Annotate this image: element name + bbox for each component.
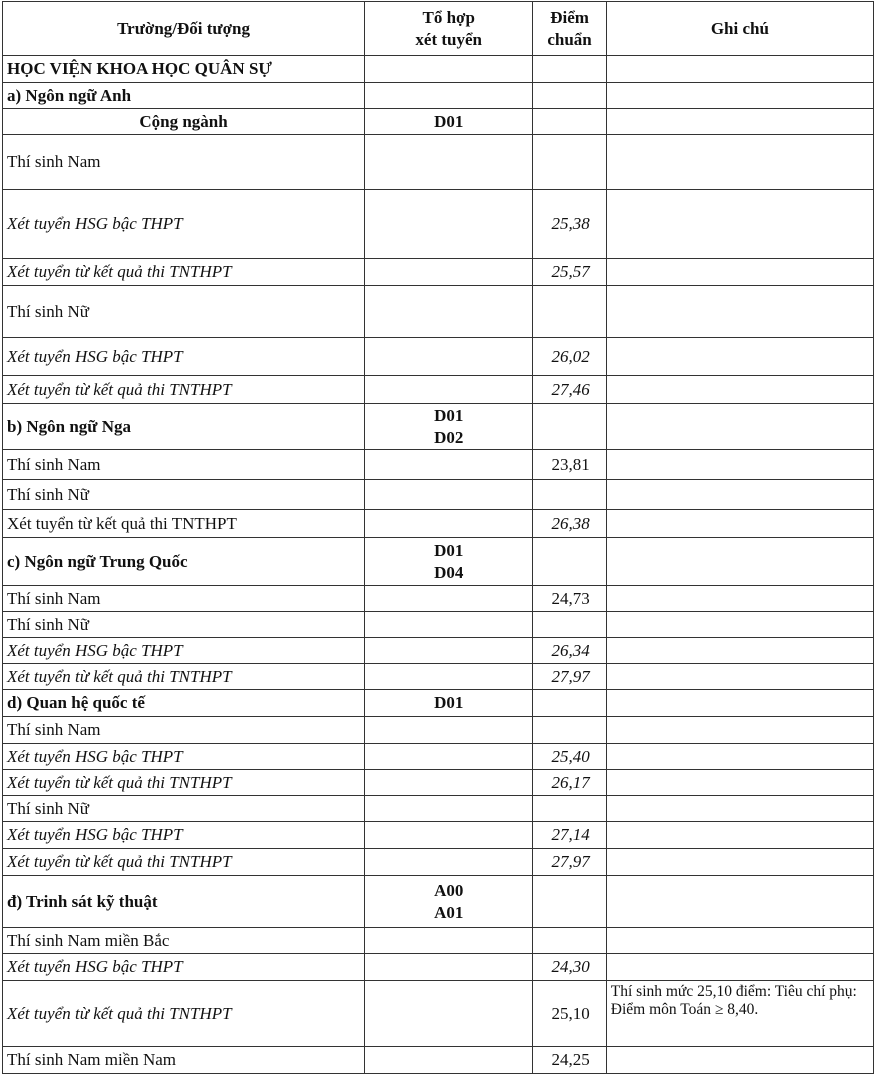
combo-code: D01 <box>365 690 533 717</box>
note-text: Thí sinh mức 25,10 điểm: Tiêu chí phụ: Điểm môn Toán ≥ 8,40. <box>606 981 873 1047</box>
table-row <box>3 586 874 612</box>
section-title-row <box>3 690 874 717</box>
table-row <box>3 338 874 376</box>
score-value: 25,57 <box>533 259 606 286</box>
group-label: Thí sinh Nữ <box>3 480 365 510</box>
table-row <box>3 664 874 690</box>
table-row <box>3 981 874 1047</box>
table-row <box>3 286 874 338</box>
score-value: 26,02 <box>533 338 606 376</box>
score-value: 25,40 <box>533 744 606 770</box>
score-value: 23,81 <box>533 450 606 480</box>
method-label: Xét tuyển từ kết quả thi TNTHPT <box>3 664 365 690</box>
score-value: 26,34 <box>533 638 606 664</box>
combo-code: A00 A01 <box>365 876 533 928</box>
score-value: 26,17 <box>533 770 606 796</box>
method-label: Xét tuyển HSG bậc THPT <box>3 338 365 376</box>
method-label: Xét tuyển từ kết quả thi TNTHPT <box>3 376 365 404</box>
score-value: 24,25 <box>533 1047 606 1074</box>
method-label: Xét tuyển HSG bậc THPT <box>3 822 365 849</box>
combo-code: D01 <box>365 109 533 135</box>
score-value: 27,46 <box>533 376 606 404</box>
group-label: Thí sinh Nữ <box>3 612 365 638</box>
table-row <box>3 480 874 510</box>
table-row <box>3 510 874 538</box>
group-label: Thí sinh Nam miền Nam <box>3 1047 365 1074</box>
method-label: Xét tuyển HSG bậc THPT <box>3 954 365 981</box>
method-label: Xét tuyển từ kết quả thi TNTHPT <box>3 259 365 286</box>
total-label: Cộng ngành <box>3 109 365 135</box>
table-row <box>3 450 874 480</box>
group-label: Thí sinh Nữ <box>3 796 365 822</box>
table-row <box>3 1047 874 1074</box>
section-b-title: b) Ngôn ngữ Nga <box>3 404 365 450</box>
section-c-title: c) Ngôn ngữ Trung Quốc <box>3 538 365 586</box>
table-row <box>3 849 874 876</box>
method-label: Xét tuyển từ kết quả thi TNTHPT <box>3 770 365 796</box>
table-row <box>3 190 874 259</box>
table-row <box>3 770 874 796</box>
table-row <box>3 109 874 135</box>
header-note: Ghi chú <box>606 2 873 56</box>
combo-code: D01 D02 <box>365 404 533 450</box>
score-value: 25,38 <box>533 190 606 259</box>
section-title-row <box>3 83 874 109</box>
header-combo: Tổ hợp xét tuyển <box>365 2 533 56</box>
section-e-title: đ) Trinh sát kỹ thuật <box>3 876 365 928</box>
method-label: Xét tuyển từ kết quả thi TNTHPT <box>3 510 365 538</box>
table-row <box>3 822 874 849</box>
section-d-title: d) Quan hệ quốc tế <box>3 690 365 717</box>
table-row <box>3 638 874 664</box>
group-label: Thí sinh Nam miền Bắc <box>3 928 365 954</box>
group-label: Thí sinh Nam <box>3 450 365 480</box>
table-row <box>3 612 874 638</box>
table-row <box>3 796 874 822</box>
score-value: 24,30 <box>533 954 606 981</box>
method-label: Xét tuyển từ kết quả thi TNTHPT <box>3 981 365 1047</box>
method-label: Xét tuyển HSG bậc THPT <box>3 190 365 259</box>
method-label: Xét tuyển HSG bậc THPT <box>3 638 365 664</box>
method-label: Xét tuyển từ kết quả thi TNTHPT <box>3 849 365 876</box>
table-row <box>3 717 874 744</box>
section-title-row <box>3 538 874 586</box>
header-row <box>3 2 874 56</box>
score-value: 27,97 <box>533 664 606 690</box>
combo-code: D01 D04 <box>365 538 533 586</box>
header-school: Trường/Đối tượng <box>3 2 365 56</box>
method-label: Xét tuyển HSG bậc THPT <box>3 744 365 770</box>
table-row <box>3 928 874 954</box>
score-value: 25,10 <box>533 981 606 1047</box>
table-row <box>3 744 874 770</box>
table-row <box>3 135 874 190</box>
section-title-row <box>3 404 874 450</box>
score-value: 26,38 <box>533 510 606 538</box>
score-value: 27,97 <box>533 849 606 876</box>
group-label: Thí sinh Nam <box>3 586 365 612</box>
section-a-title: a) Ngôn ngữ Anh <box>3 83 365 109</box>
group-label: Thí sinh Nam <box>3 717 365 744</box>
admission-score-table <box>2 1 874 1074</box>
section-title-row <box>3 876 874 928</box>
header-score: Điểm chuẩn <box>533 2 606 56</box>
table-row <box>3 259 874 286</box>
school-row <box>3 56 874 83</box>
score-value: 24,73 <box>533 586 606 612</box>
score-value: 27,14 <box>533 822 606 849</box>
table-row <box>3 376 874 404</box>
school-name: HỌC VIỆN KHOA HỌC QUÂN SỰ <box>3 56 365 83</box>
group-label: Thí sinh Nữ <box>3 286 365 338</box>
group-label: Thí sinh Nam <box>3 135 365 190</box>
table-row <box>3 954 874 981</box>
